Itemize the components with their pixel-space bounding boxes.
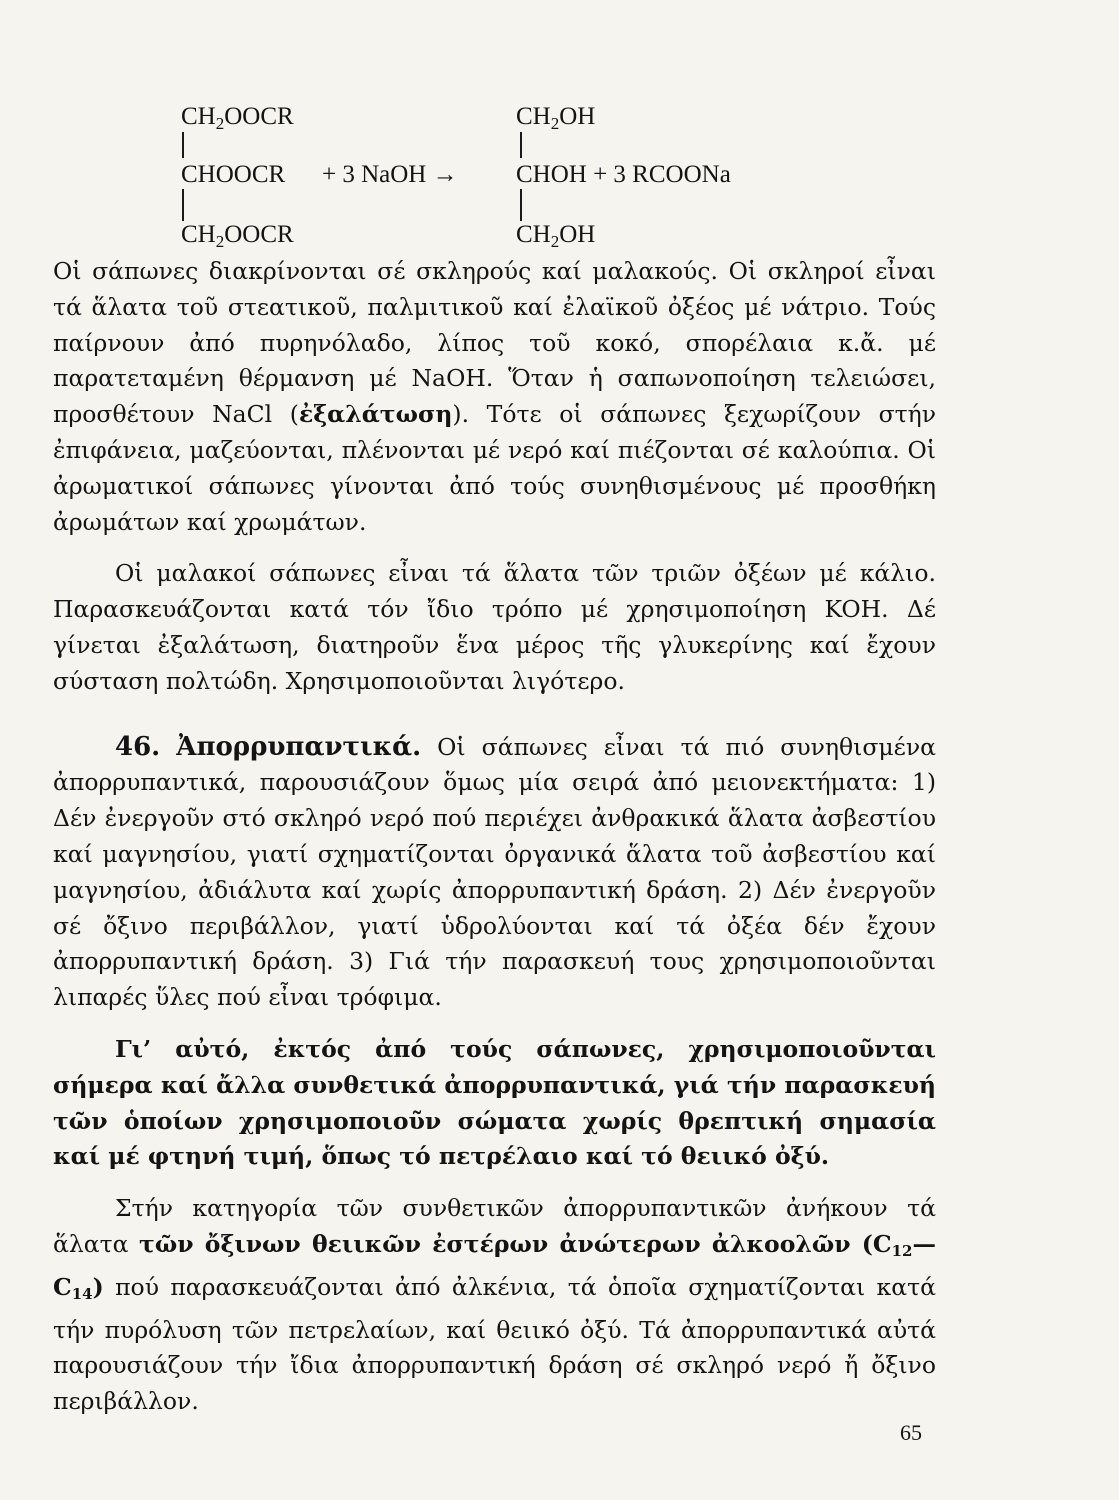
bond-line bbox=[520, 189, 522, 221]
term-salting-out: ἐξαλάτωση bbox=[298, 400, 453, 429]
paragraph-sulfates: Στήν κατηγορία τῶν συνθετικῶν ἀπορρυπαντικῶν ἀνήκουν τά ἅλατα τῶν ὄξινων θειικῶν ἐστέρων ἀνώτερων ἀλκοολῶν $(C_{12}—C_{14})$ πού παρασκευάζονται ἀπό ἀλκένια, τά ὁποῖα σχηματίζονται κατά τήν πυρόλυση τῶν πετρελαίων, καί θειικό ὀξύ. Τά ἀπορρυπαντικά αὐτά παρουσιάζουν τήν ἴδια ἀπορρυπαντική δράση σέ σκληρό νερό ἤ ὄξινο περιβάλλον. bbox=[53, 1194, 936, 1416]
bond-line bbox=[520, 132, 522, 158]
left-row-1: $CH_2OOCR$ bbox=[181, 103, 294, 133]
left-row-2: CHOOCR bbox=[181, 161, 286, 188]
right-row-2: CHOH + 3 RCOONa bbox=[516, 161, 731, 188]
bond-line bbox=[182, 132, 184, 158]
page-number: 65 bbox=[900, 1420, 922, 1445]
left-row-3: $CH_2OOCR$ bbox=[181, 221, 294, 251]
paragraph-hard-soaps: Οἱ σάπωνες διακρίνονται σέ σκληρούς καί μαλακούς. Οἱ σκληροί εἶναι τά ἅλατα τοῦ στεατικοῦ, παλμιτικοῦ καί ἐλαϊκοῦ ὀξέος μέ νάτριο. Τούς παίρνουν ἀπό πυρηνόλαδο, λίπος τοῦ κοκό, σπορέλαια κ.ἄ. μέ παρατεταμένη θέρμανση μέ NaOH. Ὅταν ἡ σαπωνοποίηση τελειώσει, προσθέτουν NaCl (ἐξαλάτωση). Τότε οἱ σάπωνες ξεχωρίζουν στήν ἐπιφάνεια, μαζεύονται, πλένονται μέ νερό καί πιέζονται σέ καλούπια. Οἱ ἀρωματικοί σάπωνες γίνονται ἀπό τούς συνηθισμένους μέ προσθήκη ἀρωμάτων καί χρωμάτων. bbox=[53, 257, 937, 536]
paragraph-synthetic: Γι’ αὐτό, ἐκτός ἀπό τούς σάπωνες, χρησιμοποιοῦνται σήμερα καί ἄλλα συνθετικά ἀπορρυπαντικά, γιά τήν παρασκευή τῶν ὁποίων χρησιμοποιοῦν σώματα χωρίς θρεπτική σημασία καί μέ φτηνή τιμή, ὅπως τό πετρέλαιο καί τό θειικό ὀξύ. bbox=[53, 1034, 936, 1171]
body-text bbox=[53, 254, 936, 1420]
right-row-1: $CH_2OH$ bbox=[516, 103, 596, 133]
reagent-arrow: + 3 NaOH → bbox=[322, 161, 458, 188]
bond-line bbox=[182, 189, 184, 221]
section-title: Ἀπορρυπαντικά. bbox=[176, 731, 422, 762]
section-number: 46. bbox=[115, 731, 161, 762]
paragraph-detergents: 46. Ἀπορρυπαντικά. Οἱ σάπωνες εἶναι τά πιό συνηθισμένα ἀπορρυπαντικά, παρουσιάζουν ὅμως μία σειρά ἀπό μειονεκτήματα: 1) Δέν ἐνεργοῦν στό σκληρό νερό πού περιέχει ἀνθρακικά ἅλατα ἀσβεστίου καί μαγνησίου, γιατί σχηματίζονται ὀργανικά ἅλατα τοῦ ἀσβεστίου καί μαγνησίου, ἀδιάλυτα καί χωρίς ἀπορρυπαντική δράση. 2) Δέν ἐνεργοῦν σέ ὄξινο περιβάλλον, γιατί ὑδρολύονται καί τά ὀξέα δέν ἔχουν ἀπορρυπαντική δράση. 3) Γιά τήν παρασκευή τους χρησιμοποιοῦνται λιπαρές ὕλες πού εἶναι τρόφιμα. bbox=[53, 731, 936, 1012]
right-row-3: $CH_2OH$ bbox=[516, 221, 596, 251]
paragraph-soft-soaps: Οἱ μαλακοί σάπωνες εἶναι τά ἅλατα τῶν τριῶν ὀξέων μέ κάλιο. Παρασκευάζονται κατά τόν ἴδιο τρόπο μέ χρησιμοποίηση KOH. Δέ γίνεται ἐξαλάτωση, διατηροῦν ἕνα μέρος τῆς γλυκερίνης καί ἔχουν σύσταση πολτώδη. Χρησιμοποιοῦνται λιγότερο. bbox=[53, 559, 936, 695]
